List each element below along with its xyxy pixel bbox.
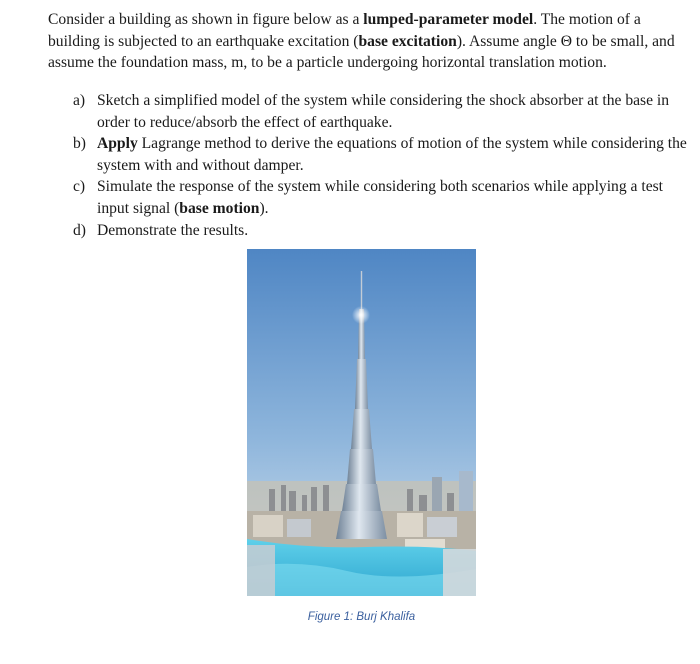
text-run: ). Assume angle Θ to be small, and assume the foundation mass, m, to be a particle undergoing horizontal translation motion. [48,32,675,72]
emphasized-text: base excitation [358,32,457,50]
text-run: Demonstrate the results. [97,221,249,239]
task-item [48,220,688,242]
emphasized-text: lumped-parameter model [363,11,534,28]
task-item [48,133,688,176]
task-letter: a) [73,92,86,109]
emphasized-text: base motion [179,199,260,217]
figure-caption: Figure 1: Burj Khalifa [307,611,416,623]
task-letter: c) [73,178,86,196]
task-letter: b) [73,135,86,153]
text-run: Simulate the response of the system while considering both scenarios while applying a test input signal ( [97,178,664,217]
task-item [48,176,688,219]
text-run: ). [259,199,269,217]
task-item [48,90,688,133]
emphasized-text: Apply [97,135,138,153]
task-list [48,90,688,241]
problem-statement [48,9,688,74]
text-run: Consider a building as shown in figure below as a [48,11,364,28]
text-run: . The motion of a building is subjected to an earthquake excitation ( [48,11,641,50]
burj-khalifa-photo [247,249,476,596]
text-run: Lagrange method to derive the equations of motion of the system while considering the system with and without damper. [97,135,687,174]
text-run: Sketch a simplified model of the system while considering the shock absorber at the base in order to reduce/absorb the effect of earthquake. [97,92,670,131]
task-letter: d) [73,221,86,239]
